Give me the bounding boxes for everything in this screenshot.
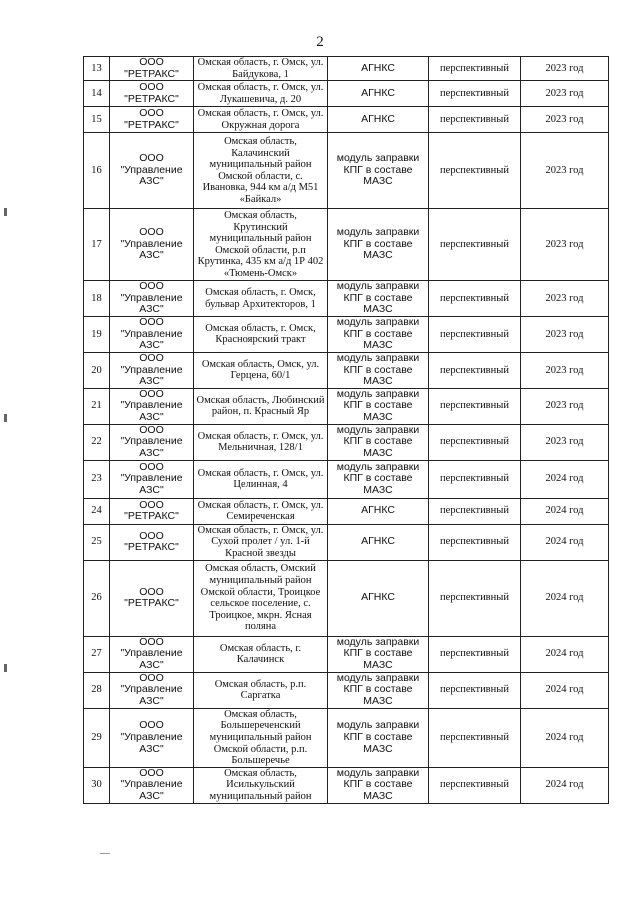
year-cell: 2023 год — [521, 57, 609, 81]
table-row — [84, 460, 609, 498]
organization-cell: ООО "Управление АЗС" — [110, 636, 194, 672]
year-cell: 2023 год — [521, 281, 609, 317]
organization-cell: ООО "Управление АЗС" — [110, 767, 194, 803]
status-cell: перспективный — [429, 281, 521, 317]
address-cell: Омская область, г. Омск, бульвар Архитекторов, 1 — [194, 281, 328, 317]
table-row — [84, 524, 609, 560]
address-cell: Омская область, Калачинский муниципальный район Омской области, с. Ивановка, 944 км а/д М51 «Байкал» — [194, 133, 328, 209]
organization-cell: ООО "Управление АЗС" — [110, 424, 194, 460]
row-number: 16 — [84, 133, 110, 209]
address-cell: Омская область, г. Омск, ул. Окружная дорога — [194, 107, 328, 133]
status-cell: перспективный — [429, 498, 521, 524]
address-cell: Омская область, г. Омск, ул. Мельничная, 128/1 — [194, 424, 328, 460]
year-cell: 2023 год — [521, 81, 609, 107]
station-type-cell: модуль заправки КПГ в составе МАЗС — [328, 767, 429, 803]
table-body — [84, 57, 609, 804]
row-number: 15 — [84, 107, 110, 133]
table-row — [84, 560, 609, 636]
status-cell: перспективный — [429, 560, 521, 636]
year-cell: 2024 год — [521, 636, 609, 672]
row-number: 24 — [84, 498, 110, 524]
station-type-cell: модуль заправки КПГ в составе МАЗС — [328, 209, 429, 281]
address-cell: Омская область, г. Омск, ул. Целинная, 4 — [194, 460, 328, 498]
year-cell: 2023 год — [521, 316, 609, 352]
address-cell: Омская область, г. Омск, ул. Семиреченская — [194, 498, 328, 524]
year-cell: 2023 год — [521, 424, 609, 460]
row-number: 30 — [84, 767, 110, 803]
organization-cell: ООО "Управление АЗС" — [110, 316, 194, 352]
binding-mark — [4, 664, 7, 672]
station-type-cell: АГНКС — [328, 57, 429, 81]
table-row — [84, 281, 609, 317]
year-cell: 2024 год — [521, 560, 609, 636]
organization-cell: ООО "Управление АЗС" — [110, 708, 194, 767]
address-cell: Омская область, г. Омск, Красноярский тракт — [194, 316, 328, 352]
station-type-cell: модуль заправки КПГ в составе МАЗС — [328, 388, 429, 424]
status-cell: перспективный — [429, 352, 521, 388]
organization-cell: ООО "Управление АЗС" — [110, 209, 194, 281]
organization-cell: ООО "РЕТРАКС" — [110, 498, 194, 524]
organization-cell: ООО "РЕТРАКС" — [110, 57, 194, 81]
row-number: 29 — [84, 708, 110, 767]
station-type-cell: модуль заправки КПГ в составе МАЗС — [328, 672, 429, 708]
status-cell: перспективный — [429, 388, 521, 424]
year-cell: 2024 год — [521, 708, 609, 767]
organization-cell: ООО "РЕТРАКС" — [110, 81, 194, 107]
status-cell: перспективный — [429, 133, 521, 209]
row-number: 18 — [84, 281, 110, 317]
status-cell: перспективный — [429, 708, 521, 767]
address-cell: Омская область, р.п. Саргатка — [194, 672, 328, 708]
row-number: 27 — [84, 636, 110, 672]
station-type-cell: АГНКС — [328, 524, 429, 560]
organization-cell: ООО "Управление АЗС" — [110, 352, 194, 388]
year-cell: 2024 год — [521, 460, 609, 498]
status-cell: перспективный — [429, 460, 521, 498]
address-cell: Омская область, г. Омск, ул. Сухой пролет / ул. 1-й Красной звезды — [194, 524, 328, 560]
status-cell: перспективный — [429, 767, 521, 803]
address-cell: Омская область, Омский муниципальный район Омской области, Троицкое сельское поселение, с. Троицкое, мкрн. Ясная поляна — [194, 560, 328, 636]
address-cell: Омская область, г. Омск, ул. Лукашевича, д. 20 — [194, 81, 328, 107]
address-cell: Омская область, Крутинский муниципальный район Омской области, р.п Крутинка, 435 км а/д 1Р 402 «Тюмень-Омск» — [194, 209, 328, 281]
table-row — [84, 57, 609, 81]
station-type-cell: модуль заправки КПГ в составе МАЗС — [328, 460, 429, 498]
year-cell: 2024 год — [521, 767, 609, 803]
year-cell: 2023 год — [521, 388, 609, 424]
organization-cell: ООО "Управление АЗС" — [110, 460, 194, 498]
organization-cell: ООО "РЕТРАКС" — [110, 107, 194, 133]
station-type-cell: модуль заправки КПГ в составе МАЗС — [328, 316, 429, 352]
row-number: 13 — [84, 57, 110, 81]
station-type-cell: АГНКС — [328, 107, 429, 133]
year-cell: 2024 год — [521, 672, 609, 708]
binding-mark — [4, 414, 7, 422]
year-cell: 2023 год — [521, 133, 609, 209]
table-row — [84, 107, 609, 133]
row-number: 21 — [84, 388, 110, 424]
table-row — [84, 388, 609, 424]
station-type-cell: модуль заправки КПГ в составе МАЗС — [328, 636, 429, 672]
organization-cell: ООО "Управление АЗС" — [110, 281, 194, 317]
station-type-cell: модуль заправки КПГ в составе МАЗС — [328, 708, 429, 767]
status-cell: перспективный — [429, 81, 521, 107]
table-row — [84, 708, 609, 767]
year-cell: 2024 год — [521, 498, 609, 524]
table-row — [84, 498, 609, 524]
organization-cell: ООО "Управление АЗС" — [110, 672, 194, 708]
station-type-cell: модуль заправки КПГ в составе МАЗС — [328, 352, 429, 388]
status-cell: перспективный — [429, 424, 521, 460]
table-row — [84, 352, 609, 388]
year-cell: 2023 год — [521, 209, 609, 281]
status-cell: перспективный — [429, 316, 521, 352]
station-type-cell: АГНКС — [328, 81, 429, 107]
row-number: 22 — [84, 424, 110, 460]
table-row — [84, 316, 609, 352]
gas-stations-table — [83, 56, 609, 804]
organization-cell: ООО "Управление АЗС" — [110, 388, 194, 424]
row-number: 19 — [84, 316, 110, 352]
station-type-cell: АГНКС — [328, 498, 429, 524]
station-type-cell: модуль заправки КПГ в составе МАЗС — [328, 133, 429, 209]
row-number: 26 — [84, 560, 110, 636]
row-number: 25 — [84, 524, 110, 560]
status-cell: перспективный — [429, 107, 521, 133]
table-row — [84, 209, 609, 281]
address-cell: Омская область, г. Омск, ул. Байдукова, 1 — [194, 57, 328, 81]
station-type-cell: модуль заправки КПГ в составе МАЗС — [328, 281, 429, 317]
row-number: 14 — [84, 81, 110, 107]
binding-mark — [4, 208, 7, 216]
row-number: 28 — [84, 672, 110, 708]
status-cell: перспективный — [429, 636, 521, 672]
year-cell: 2024 год — [521, 524, 609, 560]
table-row — [84, 81, 609, 107]
address-cell: Омская область, Омск, ул. Герцена, 60/1 — [194, 352, 328, 388]
status-cell: перспективный — [429, 209, 521, 281]
scan-mark — [100, 853, 110, 854]
status-cell: перспективный — [429, 524, 521, 560]
table-row — [84, 636, 609, 672]
table-row — [84, 133, 609, 209]
table-row — [84, 672, 609, 708]
organization-cell: ООО "Управление АЗС" — [110, 133, 194, 209]
table-row — [84, 767, 609, 803]
status-cell: перспективный — [429, 57, 521, 81]
address-cell: Омская область, Исилькульский муниципальный район — [194, 767, 328, 803]
status-cell: перспективный — [429, 672, 521, 708]
station-type-cell: АГНКС — [328, 560, 429, 636]
page-number: 2 — [316, 34, 324, 50]
organization-cell: ООО "РЕТРАКС" — [110, 560, 194, 636]
year-cell: 2023 год — [521, 107, 609, 133]
table-row — [84, 424, 609, 460]
row-number: 20 — [84, 352, 110, 388]
address-cell: Омская область, Любинский район, п. Красный Яр — [194, 388, 328, 424]
organization-cell: ООО "РЕТРАКС" — [110, 524, 194, 560]
row-number: 23 — [84, 460, 110, 498]
station-type-cell: модуль заправки КПГ в составе МАЗС — [328, 424, 429, 460]
row-number: 17 — [84, 209, 110, 281]
year-cell: 2023 год — [521, 352, 609, 388]
address-cell: Омская область, Большереченский муниципальный район Омской области, р.п. Большеречье — [194, 708, 328, 767]
address-cell: Омская область, г. Калачинск — [194, 636, 328, 672]
